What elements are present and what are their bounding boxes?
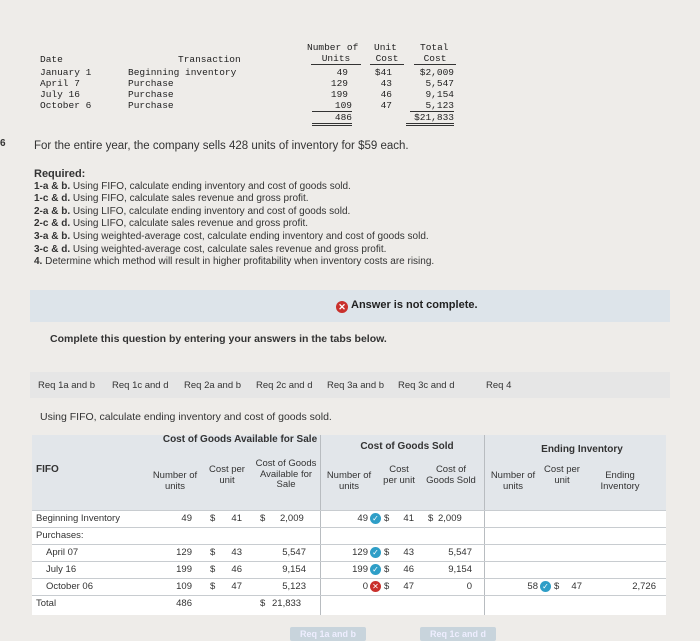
col-header-sold-units: Number of units [326,470,372,492]
col-header-units: Number of units [152,470,198,492]
july-sold-cost[interactable]: 46 [403,564,414,575]
row-label-purchases: Purchases: [36,530,84,541]
inventory-source-table [36,40,466,128]
error-x-icon: ✕ [336,301,348,313]
beginning-sold-currency: $ [384,513,390,524]
row-transaction: Purchase [128,89,174,100]
method-label: FIFO [36,464,59,475]
col-header-sold-total: Cost of Goods Sold [426,464,476,486]
beginning-sold-units[interactable]: 49 [357,513,368,524]
july-sold-total[interactable]: 9,154 [448,564,472,575]
group-header-sold: Cost of Goods Sold [360,441,454,452]
header-transaction: Transaction [178,54,241,65]
col-header-available: Cost of Goods Available for Sale [255,458,317,490]
group-header-available: Cost of Goods Available for Sale [162,434,318,445]
beginning-total[interactable]: 2,009 [280,513,304,524]
april-cost[interactable]: 43 [231,547,242,558]
requirements-title: Required: [34,168,86,180]
row-date: July 16 [40,89,80,100]
april-sold-cost[interactable]: 43 [403,547,414,558]
col-header-cost: Cost per unit [209,464,245,486]
total-cost: $21,833 [406,112,454,126]
october-sold-cost[interactable]: 47 [403,581,414,592]
check-icon: ✓ [370,546,381,558]
beginning-sold-total-currency: $ [428,513,434,524]
beginning-units[interactable]: 49 [181,513,192,524]
group-header-ending: Ending Inventory [541,444,623,455]
header-units-2: Units [311,53,361,65]
tab-req-3c-d[interactable]: Req 3c and d [398,380,455,391]
october-sold-total[interactable]: 0 [466,581,472,592]
next-tab-button[interactable]: Req 1c and d [420,627,496,641]
row-label-april: April 07 [46,547,79,558]
tab-req-1c-d[interactable]: Req 1c and d [112,380,169,391]
requirement-item: 1-a & b. Using FIFO, calculate ending inventory and cost of goods sold. [34,180,351,192]
october-end-cost[interactable]: 47 [571,581,582,592]
row-date: April 7 [40,78,80,89]
instruction-text: Complete this question by entering your answers in the tabs below. [50,333,387,345]
check-icon: ✓ [540,580,551,592]
tab-req-2a-b[interactable]: Req 2a and b [184,380,242,391]
col-header-end-units: Number of units [490,470,536,492]
col-header-end-cost: Cost per unit [544,464,580,486]
beginning-sold-cost[interactable]: 41 [403,513,414,524]
row-transaction: Purchase [128,78,174,89]
tab-req-2c-d[interactable]: Req 2c and d [256,380,313,391]
october-end-total[interactable]: 2,726 [632,581,656,592]
beginning-sold-total[interactable]: 2,009 [438,513,462,524]
july-cost[interactable]: 46 [231,564,242,575]
row-total: $2,009 [419,67,454,78]
april-sold-total[interactable]: 5,547 [448,547,472,558]
tab-subtitle: Using FIFO, calculate ending inventory and cost of goods sold. [40,411,332,423]
october-total[interactable]: 5,123 [282,581,306,592]
october-cost[interactable]: 47 [231,581,242,592]
error-x-icon: ✕ [370,580,381,592]
row-unit-cost: $41 [374,67,392,78]
july-sold-units[interactable]: 199 [352,564,368,575]
beginning-currency: $ [210,513,216,524]
row-transaction: Beginning inventory [128,67,237,78]
total-currency: $ [260,598,266,609]
prev-tab-button[interactable]: Req 1a and b [290,627,366,641]
requirement-tabs [30,372,670,398]
requirement-item: 3-a & b. Using weighted-average cost, calculate ending inventory and cost of goods sold. [34,230,429,242]
april-total[interactable]: 5,547 [282,547,306,558]
row-label-total: Total [36,598,57,609]
row-transaction: Purchase [128,100,174,111]
april-units[interactable]: 129 [176,547,192,558]
row-total: 9,154 [425,89,454,100]
row-label-beginning: Beginning Inventory [36,513,120,524]
october-units[interactable]: 109 [176,581,192,592]
header-cost-1: Unit [374,42,397,53]
col-header-end-total: Ending Inventory [600,470,640,492]
total-units: 486 [312,112,352,126]
april-sold-units[interactable]: 129 [352,547,368,558]
requirement-item: 2-a & b. Using LIFO, calculate ending inventory and cost of goods sold. [34,205,351,217]
row-units: 49 [336,67,348,78]
row-label-october: October 06 [46,581,93,592]
requirement-item: 1-c & d. Using FIFO, calculate sales revenue and gross profit. [34,193,309,205]
header-total-1: Total [420,42,449,53]
beginning-total-currency: $ [260,513,266,524]
row-units: 109 [312,100,352,112]
row-unit-cost: 43 [380,78,392,89]
header-total-2: Cost [414,53,456,65]
requirement-item: 3-c & d. Using weighted-average cost, calculate sales revenue and gross profit. [34,243,387,255]
row-units: 199 [330,89,348,100]
april-sold-currency: $ [384,547,390,558]
july-sold-currency: $ [384,564,390,575]
july-units[interactable]: 199 [176,564,192,575]
october-sold-currency: $ [384,581,390,592]
total-available: 21,833 [272,598,302,609]
july-currency: $ [210,564,216,575]
header-cost-2: Cost [370,53,404,65]
problem-statement: For the entire year, the company sells 428 units of inventory for $59 each. [34,140,409,152]
april-currency: $ [210,547,216,558]
october-sold-units[interactable]: 0 [362,581,368,592]
tab-req-3a-b[interactable]: Req 3a and b [327,380,385,391]
tab-req-4[interactable]: Req 4 [486,380,512,391]
row-unit-cost: 46 [380,89,392,100]
beginning-cost[interactable]: 41 [231,513,242,524]
answer-status-banner [30,290,670,322]
header-units-1: Number of [307,42,359,53]
requirements-list [34,168,434,269]
fifo-grid [32,435,666,615]
answer-status-message: ✕ Answer is not complete. [336,299,478,313]
october-currency: $ [210,581,216,592]
col-header-sold-cost: Cost per unit [383,464,415,486]
october-end-units[interactable]: 58 [527,581,538,592]
requirement-item: 4. Determine which method will result in higher profitability when inventory costs are rising. [34,256,435,268]
row-date: October 6 [40,100,92,111]
row-date: January 1 [40,67,92,78]
check-icon: ✓ [370,563,381,575]
check-icon: ✓ [370,512,381,524]
row-total: 5,123 [410,100,454,112]
requirement-item: 2-c & d. Using LIFO, calculate sales revenue and gross profit. [34,218,309,230]
header-date: Date [40,54,63,65]
row-total: 5,547 [425,78,454,89]
july-total[interactable]: 9,154 [282,564,306,575]
tab-req-1a-b[interactable]: Req 1a and b [38,380,96,391]
october-end-currency: $ [554,581,560,592]
row-label-july: July 16 [46,564,77,575]
row-units: 129 [330,78,348,89]
total-units: 486 [176,598,192,609]
row-unit-cost: 47 [380,100,392,111]
question-number-mark: 6 [0,138,6,149]
